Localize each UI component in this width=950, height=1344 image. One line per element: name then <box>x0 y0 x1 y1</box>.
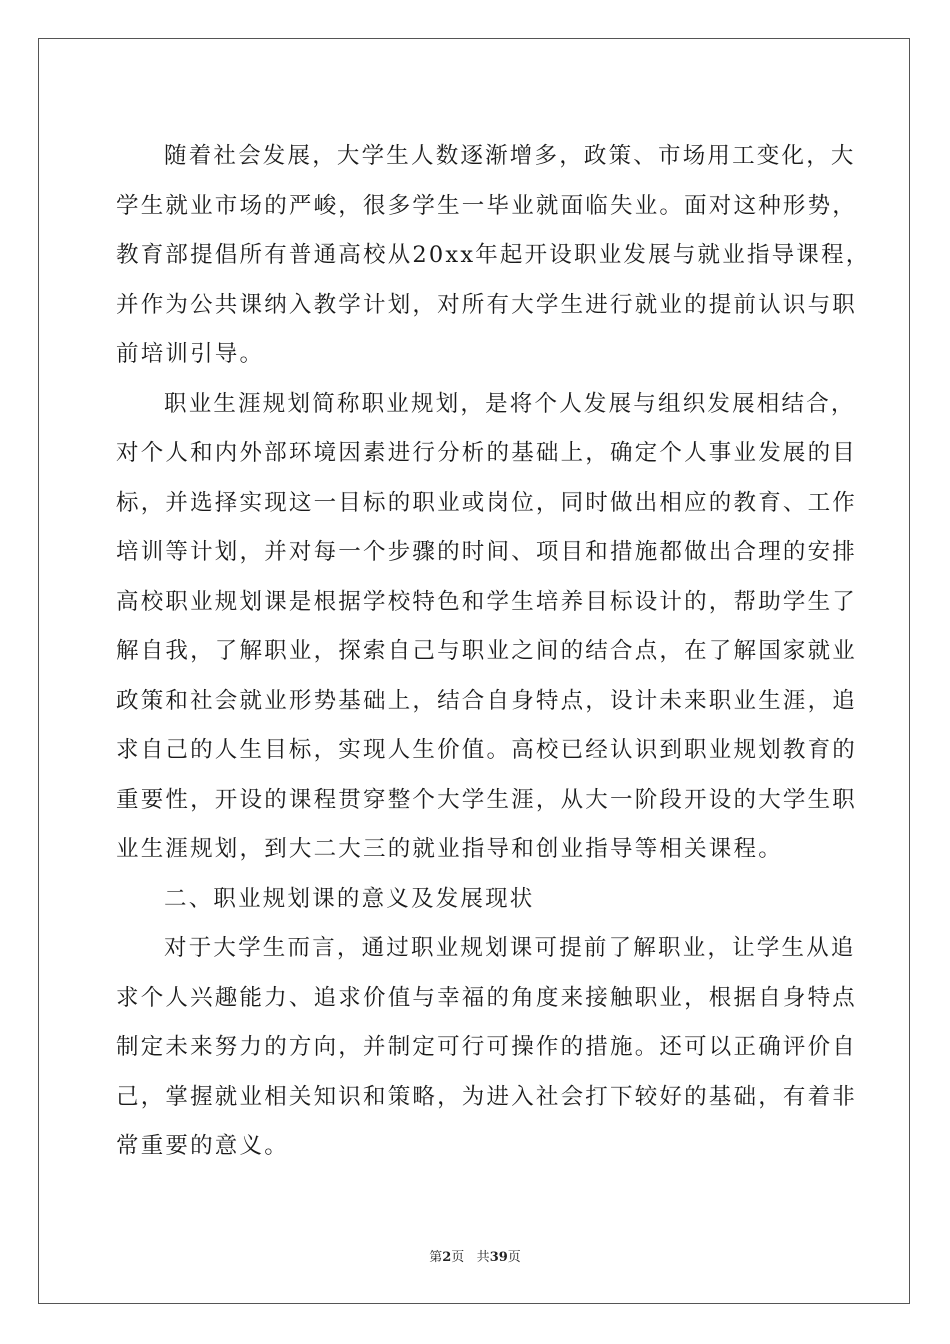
text-line: 教育部提倡所有普通高校从20xx年起开设职业发展与就业指导课程， <box>116 242 871 268</box>
text-line: 政策和社会就业形势基础上，结合自身特点，设计未来职业生涯，追 <box>116 687 858 714</box>
text-line: 制定未来努力的方向，并制定可行可操作的措施。还可以正确评价自 <box>116 1034 858 1060</box>
text-line: 前培训引导。 <box>116 341 265 367</box>
total-suffix: 页 <box>507 1250 521 1265</box>
page-number: 2 <box>442 1250 452 1265</box>
text-line: 常重要的意义。 <box>116 1133 289 1159</box>
text-line: 解自我，了解职业，探索自己与职业之间的结合点，在了解国家就业 <box>116 638 858 664</box>
total-pages: 39 <box>489 1250 508 1265</box>
text-line: 对于大学生而言，通过职业规划课可提前了解职业，让学生从追 <box>164 935 856 961</box>
text-line: 职业生涯规划简称职业规划，是将个人发展与组织发展相结合， <box>164 390 856 417</box>
total-prefix: 共 <box>476 1250 490 1265</box>
text-line: 学生就业市场的严峻，很多学生一毕业就面临失业。面对这种形势， <box>116 192 858 219</box>
text-line: 随着社会发展，大学生人数逐渐增多，政策、市场用工变化，大 <box>164 143 856 169</box>
text-line: 己，掌握就业相关知识和策略，为进入社会打下较好的基础，有着非 <box>116 1083 858 1110</box>
text-line: 对个人和内外部环境因素进行分析的基础上，确定个人事业发展的目 <box>116 440 858 466</box>
page-prefix: 第 <box>429 1250 443 1265</box>
text-line: 重要性，开设的课程贯穿整个大学生涯，从大一阶段开设的大学生职 <box>116 786 858 813</box>
document-body <box>116 132 871 1172</box>
text-line: 求个人兴趣能力、追求价值与幸福的角度来接触职业，根据自身特点 <box>116 984 858 1011</box>
page-footer <box>0 1246 950 1265</box>
text-line: 二、职业规划课的意义及发展现状 <box>164 885 535 912</box>
text-line: 求自己的人生目标，实现人生价值。高校已经认识到职业规划教育的 <box>116 737 858 763</box>
text-line: 高校职业规划课是根据学校特色和学生培养目标设计的，帮助学生了 <box>116 588 858 615</box>
text-line: 培训等计划，并对每一个步骤的时间、项目和措施都做出合理的安排 <box>116 539 858 565</box>
text-line: 并作为公共课纳入教学计划，对所有大学生进行就业的提前认识与职 <box>116 291 858 318</box>
text-line: 业生涯规划，到大二大三的就业指导和创业指导等相关课程。 <box>116 836 783 862</box>
page-suffix: 页 <box>451 1250 465 1265</box>
text-line: 标，并选择实现这一目标的职业或岗位，同时做出相应的教育、工作 <box>116 489 858 516</box>
